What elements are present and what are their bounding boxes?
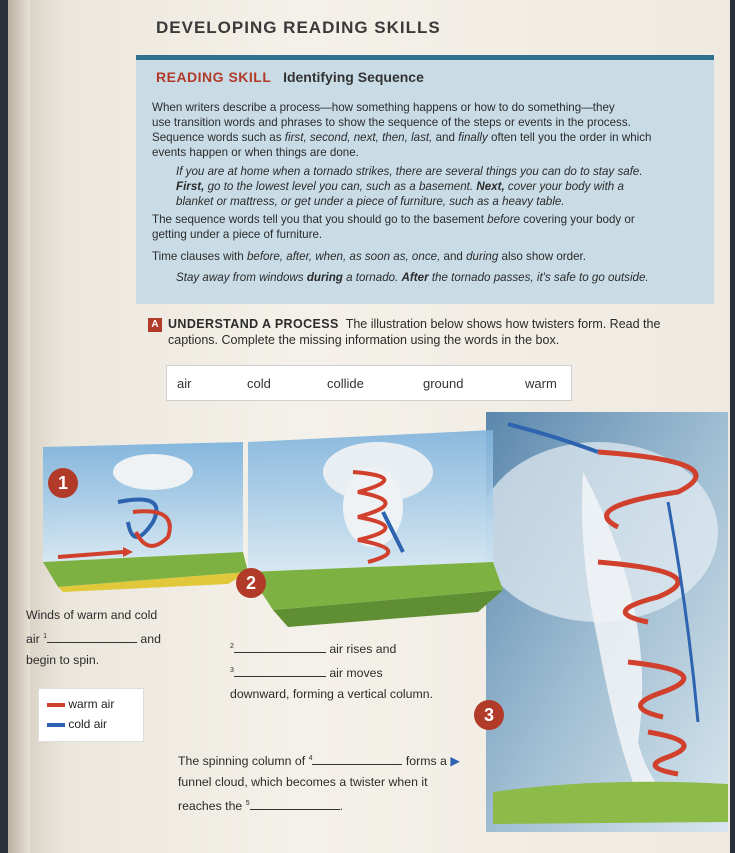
blank-number: 3 [230,667,234,675]
cold-arrow-icon [47,723,65,727]
panel-2-box [248,430,503,627]
step-2-marker: 2 [236,568,266,598]
text-line: begin to spin. [26,653,100,668]
text-span: before, after, when, as soon as, once, [246,250,441,263]
text-span: and [137,632,161,647]
text-span: finally [458,131,488,144]
arrow-legend [38,688,144,742]
exercise-heading: UNDERSTAND A PROCESS [168,317,339,331]
text-line: downward, forming a vertical column. [230,687,433,702]
text-span: first, second, next, then, last, [284,131,433,144]
text-line: events happen or when things are done. [152,146,359,159]
exercise-instructions: captions. Complete the missing information using the words in the box. [168,333,560,347]
skill-para-2 [152,212,635,242]
text-span: and [432,131,459,144]
panel-3-storm [478,412,728,832]
text-span: air moves [325,666,383,681]
text-span: Sequence words such as [152,131,285,144]
skill-heading [156,69,424,85]
skill-para-1 [152,100,652,160]
text-line [152,130,652,145]
panel-1-box [43,442,248,592]
word-box [166,365,572,401]
caption-step-2 [230,636,433,705]
blank-number: 1 [43,633,47,640]
word-item: collide [327,376,364,391]
exercise-badge: A [148,318,162,332]
text-line: Winds of warm and cold [26,608,158,622]
legend-label: warm air [68,697,115,711]
text-span: forms a [402,754,447,769]
skill-topic: Identifying Sequence [283,69,424,85]
exercise-a [148,316,708,348]
text-span: air rises and [325,642,397,657]
blank-number: 5 [245,800,250,808]
caption-step-3 [178,748,460,817]
text-span: Time clauses with [152,250,247,263]
legend-warm [47,697,114,711]
caption-step-1 [26,605,161,671]
text-line [230,636,433,660]
exercise-instructions: The illustration below shows how twisters form. Read the [345,317,661,331]
text-span: reaches the [178,799,246,814]
text-span: the tornado passes, it's safe to go outside. [428,271,649,284]
textbook-page [8,0,730,853]
text-span: The sequence words tell you that you should go to the basement [152,213,488,226]
text-line: getting under a piece of furniture. [152,228,323,241]
text-span: The spinning column of [178,754,309,769]
text-span: First, [176,180,205,193]
blank-number: 2 [230,643,234,650]
blank-number: 4 [308,755,313,762]
warm-arrow-icon [47,703,65,707]
text-span: and [440,250,467,263]
text-span: also show order. [498,250,586,263]
step-3-marker: 3 [474,700,504,730]
text-span: Next, [476,180,505,193]
skill-para-3 [152,249,586,264]
pointer-arrow-icon: ▶ [450,754,460,769]
step-1-marker: 1 [48,468,78,498]
text-span: . [339,799,344,814]
text-span: during [466,250,499,263]
skill-example-1 [176,164,643,209]
text-span: cover your body with a [504,180,624,193]
text-line: blanket or mattress, or get under a piece of furniture, such as a heavy table. [176,195,565,208]
text-line: When writers describe a process—how something happens or how to do something—they [152,101,615,114]
skill-label: READING SKILL [156,69,272,85]
section-title: DEVELOPING READING SKILLS [156,18,441,37]
text-line [152,212,635,227]
legend-label: cold air [68,717,108,731]
word-item: ground [423,376,464,391]
word-item: cold [247,376,271,391]
word-item: warm [525,376,557,391]
text-span: go to the lowest level you can, such as a basement. [204,180,477,193]
blank-1[interactable] [47,642,137,643]
text-span: air [26,632,44,647]
text-line [148,316,708,332]
text-line: use transition words and phrases to show the sequence of the steps or events in the process. [152,116,631,129]
word-item: air [177,376,192,391]
text-span: during [306,271,343,284]
text-line [230,660,433,684]
blank-2[interactable] [234,652,326,653]
blank-4[interactable] [312,764,402,765]
text-span: covering your body or [520,213,635,226]
blank-5[interactable] [250,809,340,810]
text-line [178,793,460,817]
skill-example-2 [176,270,649,285]
text-span: After [401,271,429,284]
text-span: a tornado. [342,271,402,284]
text-span: Stay away from windows [176,271,307,284]
legend-cold [47,717,107,731]
text-line: If you are at home when a tornado strikes, there are several things you can do to stay safe. [176,165,643,178]
page-spine [8,0,30,853]
text-line [176,179,643,194]
text-line [26,626,161,650]
text-line [178,748,460,772]
text-span: often tell you the order in which [487,131,652,144]
blank-3[interactable] [234,676,326,677]
text-line: funnel cloud, which becomes a twister when it [178,775,428,790]
text-span: before [487,213,521,226]
reading-skill-box [136,55,714,304]
